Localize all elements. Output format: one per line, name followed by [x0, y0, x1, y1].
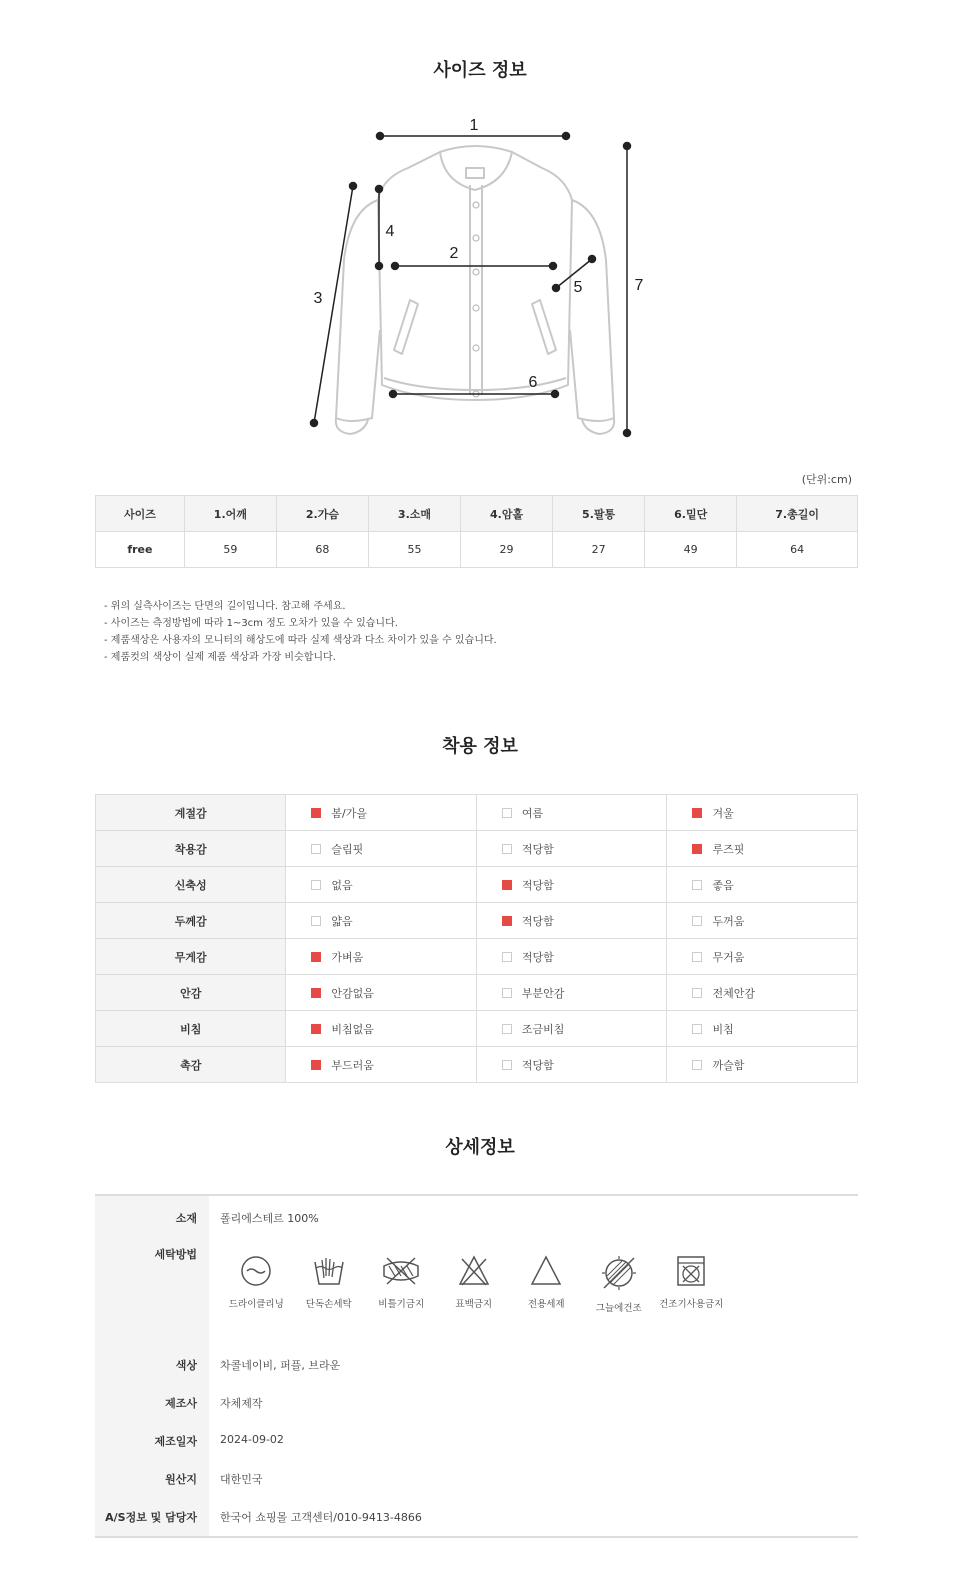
fit-option-label: 적당함 [521, 1058, 554, 1072]
fit-option [667, 795, 858, 831]
fit-option [667, 1011, 858, 1047]
size-table-row [96, 532, 858, 568]
date-label: 제조일자 [154, 1435, 197, 1448]
fit-row [96, 795, 858, 831]
fit-option [667, 903, 858, 939]
size-note: - 사이즈는 측정방법에 따라 1~3cm 정도 오차가 있을 수 있습니다. [104, 618, 398, 629]
fit-row-label: 무게감 [96, 939, 286, 975]
fit-option [476, 1011, 667, 1047]
measure-num-5: 5 [573, 279, 583, 296]
fit-option-label: 두꺼움 [712, 914, 745, 928]
checked-box-icon [692, 844, 702, 854]
neutral-detergent-icon [529, 1254, 563, 1288]
color-value: 차콜네이비, 퍼플, 브라운 [220, 1359, 341, 1372]
care-item [438, 1254, 511, 1314]
care-item-label: 드라이클리닝 [228, 1299, 284, 1310]
care-item [365, 1254, 438, 1314]
hand-wash-icon [312, 1254, 346, 1288]
fit-option-label: 부드러움 [331, 1058, 374, 1072]
fit-row-label: 착용감 [96, 831, 286, 867]
size-info-title: 사이즈 정보 [433, 60, 527, 81]
care-item [510, 1254, 583, 1314]
fit-option-label: 조금비침 [521, 1022, 565, 1036]
fit-row-label: 안감 [96, 975, 286, 1011]
fit-option-label: 겨울 [712, 806, 734, 820]
size-header-cell: 4.암홀 [461, 496, 553, 532]
origin-value: 대한민국 [220, 1473, 263, 1486]
fit-option [476, 975, 667, 1011]
fit-info-title: 착용 정보 [442, 736, 518, 757]
size-header-cell: 3.소매 [368, 496, 460, 532]
fit-option [667, 975, 858, 1011]
size-header-cell: 2.가슴 [276, 496, 368, 532]
size-cell: 49 [645, 532, 737, 568]
size-cell: 29 [461, 532, 553, 568]
no-tumble-dry-icon [674, 1254, 708, 1288]
fit-option-label: 없음 [331, 878, 353, 892]
fit-option-label: 안감없음 [331, 986, 374, 1000]
size-table [95, 495, 858, 568]
unchecked-box-icon [692, 916, 702, 926]
checked-box-icon [502, 880, 512, 890]
size-header-cell: 6.밑단 [645, 496, 737, 532]
maker-label: 제조사 [165, 1397, 197, 1410]
no-bleach-icon [457, 1254, 491, 1288]
fit-row [96, 903, 858, 939]
fit-option-label: 봄/가을 [331, 806, 367, 820]
care-item [220, 1254, 293, 1314]
checked-box-icon [311, 952, 321, 962]
fit-option [286, 939, 477, 975]
origin-label: 원산지 [165, 1473, 197, 1486]
unchecked-box-icon [692, 1060, 702, 1070]
checked-box-icon [692, 808, 702, 818]
fit-row [96, 831, 858, 867]
unit-label: (단위:cm) [801, 473, 852, 486]
unchecked-box-icon [502, 1024, 512, 1034]
fit-option-label: 얇음 [331, 914, 353, 928]
unchecked-box-icon [502, 808, 512, 818]
fit-option [476, 867, 667, 903]
fit-option-label: 좋음 [712, 878, 734, 892]
fit-option [286, 1047, 477, 1083]
fit-option-label: 까슬함 [712, 1058, 745, 1072]
care-icons [220, 1254, 728, 1314]
unchecked-box-icon [502, 952, 512, 962]
measure-num-6: 6 [528, 374, 538, 391]
size-note: - 제품색상은 사용자의 모니터의 해상도에 따라 실제 색상과 다소 차이가 있을 수 있습니다. [104, 635, 497, 646]
size-header-cell: 1.어깨 [184, 496, 276, 532]
fit-option [286, 903, 477, 939]
fit-option-label: 적당함 [521, 950, 554, 964]
size-header-cell: 7.총길이 [737, 496, 858, 532]
fit-option-label: 적당함 [521, 914, 554, 928]
care-item [655, 1254, 728, 1314]
unchecked-box-icon [502, 1060, 512, 1070]
fit-row [96, 939, 858, 975]
fit-option [286, 1011, 477, 1047]
unchecked-box-icon [311, 844, 321, 854]
fit-option-label: 비침없음 [331, 1022, 374, 1036]
date-value: 2024-09-02 [220, 1433, 284, 1446]
dry-clean-icon [239, 1254, 273, 1288]
unchecked-box-icon [692, 952, 702, 962]
size-table-header-row [96, 496, 858, 532]
fit-option-label: 가벼움 [331, 950, 364, 964]
as-label: A/S정보 및 담당자 [105, 1511, 197, 1524]
measure-num-7: 7 [634, 277, 644, 294]
fit-option [476, 1047, 667, 1083]
fit-option-label: 적당함 [521, 878, 554, 892]
size-note: - 위의 실측사이즈는 단면의 길이입니다. 참고해 주세요. [104, 601, 346, 612]
no-twist-icon [381, 1254, 421, 1288]
measure-num-2: 2 [449, 245, 459, 262]
fit-option [476, 903, 667, 939]
fit-option-label: 부분안감 [521, 986, 565, 1000]
unchecked-box-icon [692, 1024, 702, 1034]
fit-option [286, 867, 477, 903]
fit-table [95, 794, 858, 1083]
fit-option [476, 831, 667, 867]
detail-info-title: 상세정보 [445, 1137, 515, 1158]
fit-row [96, 1011, 858, 1047]
size-header-cell: 5.팔통 [553, 496, 645, 532]
care-item-label: 건조기사용금지 [659, 1299, 724, 1310]
fit-option [667, 1047, 858, 1083]
fit-option-label: 적당함 [521, 842, 554, 856]
color-label: 색상 [175, 1359, 197, 1372]
size-cell: free [96, 532, 185, 568]
size-note: - 제품컷의 색상이 실제 제품 색상과 가장 비슷합니다. [104, 652, 336, 663]
checked-box-icon [502, 916, 512, 926]
material-label: 소재 [175, 1212, 197, 1225]
detail-table [95, 1194, 858, 1538]
as-value: 한국어 쇼핑몰 고객센터/010-9413-4866 [220, 1511, 422, 1524]
size-cell: 64 [737, 532, 858, 568]
size-header-cell: 사이즈 [96, 496, 185, 532]
fit-row [96, 1047, 858, 1083]
measure-num-3: 3 [313, 290, 323, 307]
care-item [293, 1254, 366, 1314]
checked-box-icon [311, 1060, 321, 1070]
fit-option [667, 939, 858, 975]
jacket-measurement-diagram [300, 110, 660, 450]
shade-dry-icon [600, 1254, 638, 1292]
fit-row [96, 867, 858, 903]
size-cell: 55 [368, 532, 460, 568]
unchecked-box-icon [692, 988, 702, 998]
fit-option [286, 795, 477, 831]
fit-row-label: 신축성 [96, 867, 286, 903]
care-item-label: 전용세제 [527, 1299, 565, 1310]
fit-option [476, 795, 667, 831]
fit-option-label: 여름 [521, 806, 544, 820]
size-cell: 59 [184, 532, 276, 568]
care-item-label: 단독손세탁 [305, 1299, 352, 1310]
fit-option [286, 975, 477, 1011]
fit-option-label: 무거움 [712, 950, 745, 964]
checked-box-icon [311, 808, 321, 818]
fit-row-label: 계절감 [96, 795, 286, 831]
care-item [583, 1254, 656, 1314]
fit-option-label: 슬림핏 [331, 842, 364, 856]
size-cell: 27 [553, 532, 645, 568]
fit-option-label: 전체안감 [712, 986, 755, 1000]
fit-option [667, 867, 858, 903]
material-value: 폴리에스테르 100% [220, 1212, 319, 1225]
checked-box-icon [311, 988, 321, 998]
fit-row [96, 975, 858, 1011]
unchecked-box-icon [502, 844, 512, 854]
size-cell: 68 [276, 532, 368, 568]
fit-option [667, 831, 858, 867]
unchecked-box-icon [692, 880, 702, 890]
unchecked-box-icon [311, 880, 321, 890]
size-notes [104, 598, 497, 666]
fit-row-label: 두께감 [96, 903, 286, 939]
unchecked-box-icon [502, 988, 512, 998]
fit-row-label: 촉감 [96, 1047, 286, 1083]
care-label: 세탁방법 [154, 1248, 197, 1261]
fit-option-label: 비침 [712, 1022, 734, 1036]
checked-box-icon [311, 1024, 321, 1034]
fit-option-label: 루즈핏 [712, 842, 745, 856]
measure-num-4: 4 [385, 223, 395, 240]
measure-num-1: 1 [469, 117, 479, 134]
care-item-label: 비틀기금지 [378, 1299, 425, 1310]
maker-value: 자체제작 [220, 1397, 263, 1410]
unchecked-box-icon [311, 916, 321, 926]
fit-option [286, 831, 477, 867]
fit-row-label: 비침 [96, 1011, 286, 1047]
fit-option [476, 939, 667, 975]
care-item-label: 표백금지 [455, 1299, 493, 1310]
care-item-label: 그늘에건조 [595, 1303, 642, 1314]
